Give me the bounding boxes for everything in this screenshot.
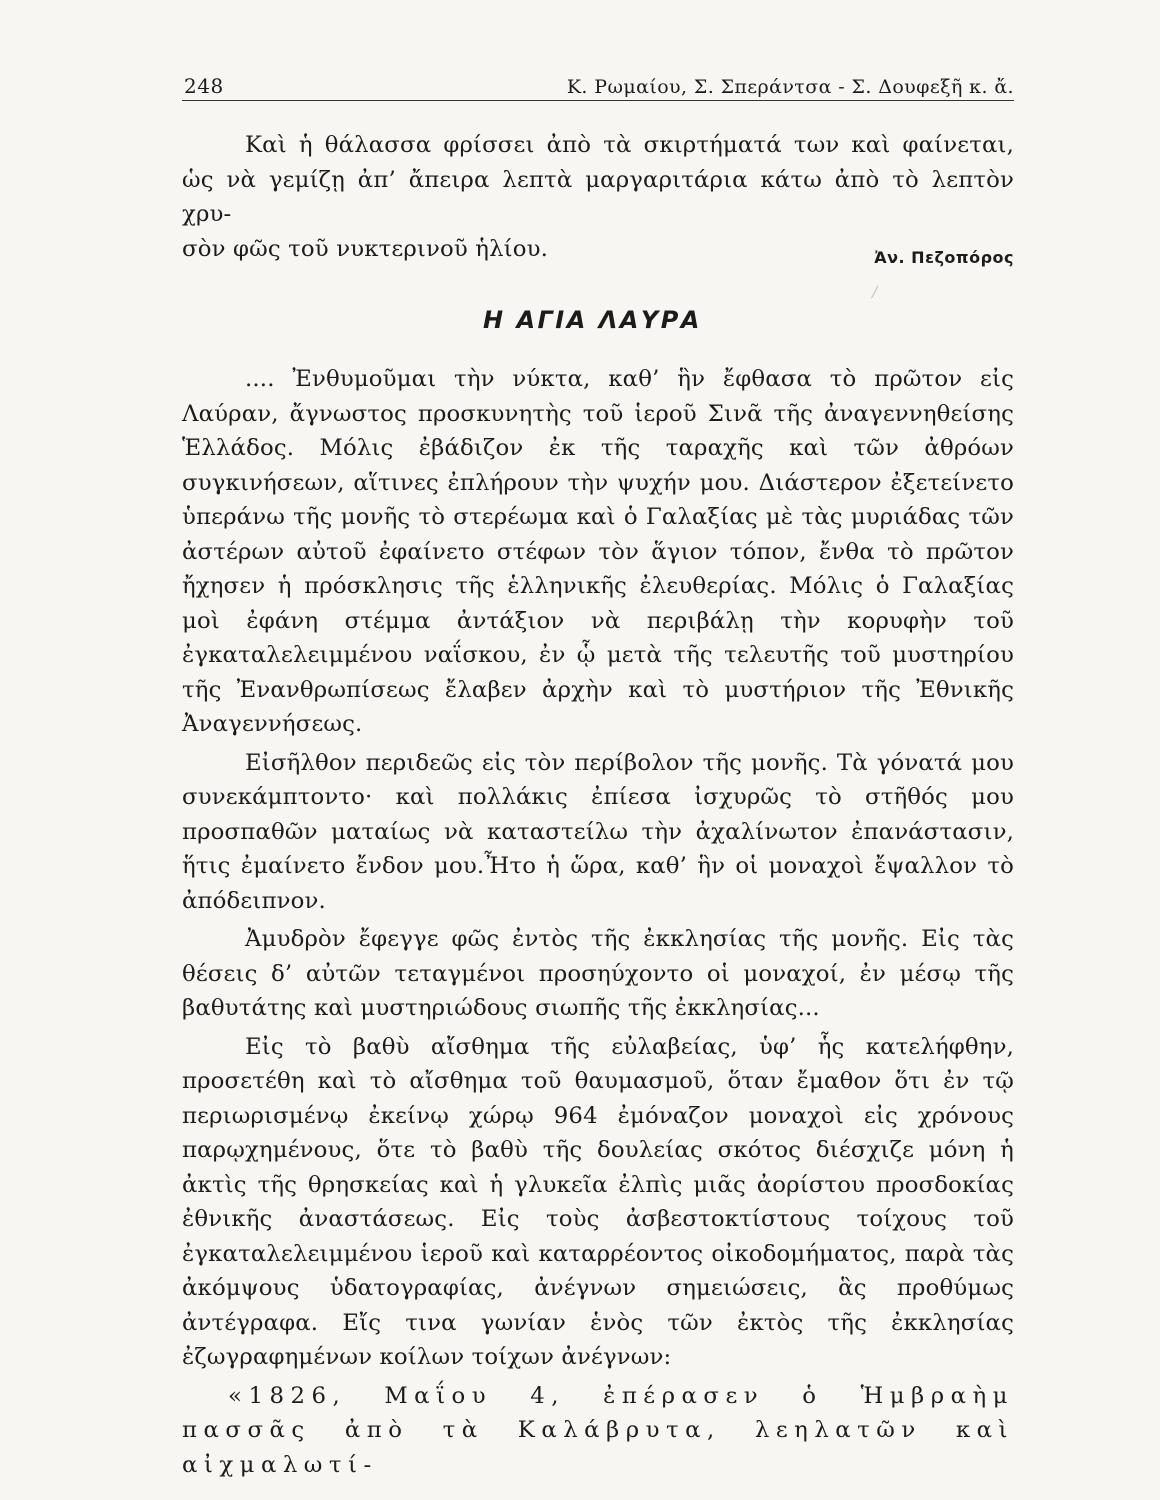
poem-attribution: Ἀν. Πεζοπόρος [874,248,1014,267]
poem-line: σὸν φῶς τοῦ νυκτερινοῦ ἡλίου. [182,235,549,262]
paragraph: Εἰσῆλθον περιδεῶς εἰς τὸν περίβολον τῆς μονῆς. Τὰ γόνατά μου συνεκάμπτοντο· καὶ πολλάκις ἐπίεσα ἰσχυρῶς τὸ στῆθός μου προσπαθῶν ματαίως νὰ καταστείλω τὴν ἀχαλίνωτον ἐπανάστασιν, ἥτις ἐμαίνετο ἔνδον μου.Ἦτο ἡ ὥρα, καθ’ ἣν οἱ μοναχοὶ ἔψαλλον τὸ ἀπόδειπνον. [182,749,1014,914]
section-title: Η ΑΓΙΑ ΛΑΥΡΑ [483,306,702,334]
poem-line: Καὶ ἡ θάλασσα φρίσσει ἀπὸ τὰ σκιρτήματά των καὶ φαίνεται, [245,132,1014,158]
paragraph: Εἰς τὸ βαθὺ αἴσθημα τῆς εὐλαβείας, ὑφ’ ἧς κατελήφθην, προσετέθη καὶ τὸ αἴσθημα τοῦ θαυμασμοῦ, ὅταν ἔμαθον ὅτι ἐν τῷ περιωρισμένῳ ἐκείνῳ χώρῳ 964 ἐμόναζον μοναχοὶ εἰς χρόνους παρῳχημένους, ὅτε τὸ βαθὺ τῆς δουλείας σκότος διέσχιζε μόνη ἡ ἀκτὶς τῆς θρησκείας καὶ ἡ γλυκεῖα ἐλπὶς μιᾶς ἀορίστου προσδοκίας ἐθνικῆς ἀναστάσεως. Εἰς τοὺς ἀσβεστοκτίστους τοίχους τοῦ ἐγκαταλελειμμένου ἱεροῦ καὶ καταρρέοντος οἰκοδομήματος, παρὰ τὰς ἀκόμψους ὑδατογραφίας, ἀνέγνων σημειώσεις, ἃς προθύμως ἀντέγραφα. Εἴς τινα γωνίαν ἑνὸς τῶν ἐκτὸς τῆς ἐκκλησίας ἐζωγραφημένων κοίλων τοίχων ἀνέγνων: [182,1033,1014,1370]
paragraph: Ἀμυδρὸν ἔφεγγε φῶς ἐντὸς τῆς ἐκκλησίας τῆς μονῆς. Εἰς τὰς θέσεις δ’ αὐτῶν τεταγμένοι προσηύχοντο οἱ μοναχοί, ἐν μέσῳ τῆς βαθυτάτης καὶ μυστηριώδους σιωπῆς τῆς ἐκκλησίας... [182,926,1014,1021]
page-number: 248 [184,74,224,98]
inscription-quote: «1826, Μαΐου 4, ἐπέρασεν ὁ Ἡμβραὴμ πασσᾶς ἀπὸ τὰ Καλάβρυτα, λεηλατῶν καὶ αἰχμαλωτί- [182,1382,1014,1478]
poem-excerpt [182,128,1014,266]
poem-line: ὡς νὰ γεμίζῃ ἀπ’ ἄπειρα λεπτὰ μαργαριτάρια κάτω ἀπὸ τὸ λεπτὸν χρυ- [182,166,1014,227]
section-body [182,362,1014,1482]
print-speck [871,286,882,301]
paragraph: .... Ἐνθυμοῦμαι τὴν νύκτα, καθ’ ἣν ἔφθασα τὸ πρῶτον εἰς Λαύραν, ἄγνωστος προσκυνητὴς τοῦ ἱεροῦ Σινᾶ τῆς ἀναγεννηθείσης Ἑλλάδος. Μόλις ἐβάδιζον ἐκ τῆς ταραχῆς καὶ τῶν ἀθρόων συγκινήσεων, αἵτινες ἐπλήρουν τὴν ψυχήν μου. Διάστερον ἐξετείνετο ὑπεράνω τῆς μονῆς τὸ στερέωμα καὶ ὁ Γαλαξίας μὲ τὰς μυριάδας τῶν ἀστέρων αὐτοῦ ἐφαίνετο στέφων τὸν ἅγιον τόπον, ἔνθα τὸ πρῶτον ἤχησεν ἡ πρόσκλησις τῆς ἑλληνικῆς ἐλευθερίας. Μόλις ὁ Γαλαξίας μοὶ ἐφάνη στέμμα ἀντάξιον νὰ περιβάλῃ τὴν κορυφὴν τοῦ ἐγκαταλελειμμένου ναΐσκου, ἐν ᾧ μετὰ τῆς τελευτῆς τοῦ μυστηρίου τῆς Ἐνανθρωπίσεως ἔλαβεν ἀρχὴν καὶ τὸ μυστήριον τῆς Ἐθνικῆς Ἀναγεννήσεως. [182,366,1014,737]
running-head [182,70,1014,101]
header-authors: Κ. Ρωμαίου, Σ. Σπεράντσα - Σ. Δουφεξῆ κ. ἄ. [566,76,1014,98]
